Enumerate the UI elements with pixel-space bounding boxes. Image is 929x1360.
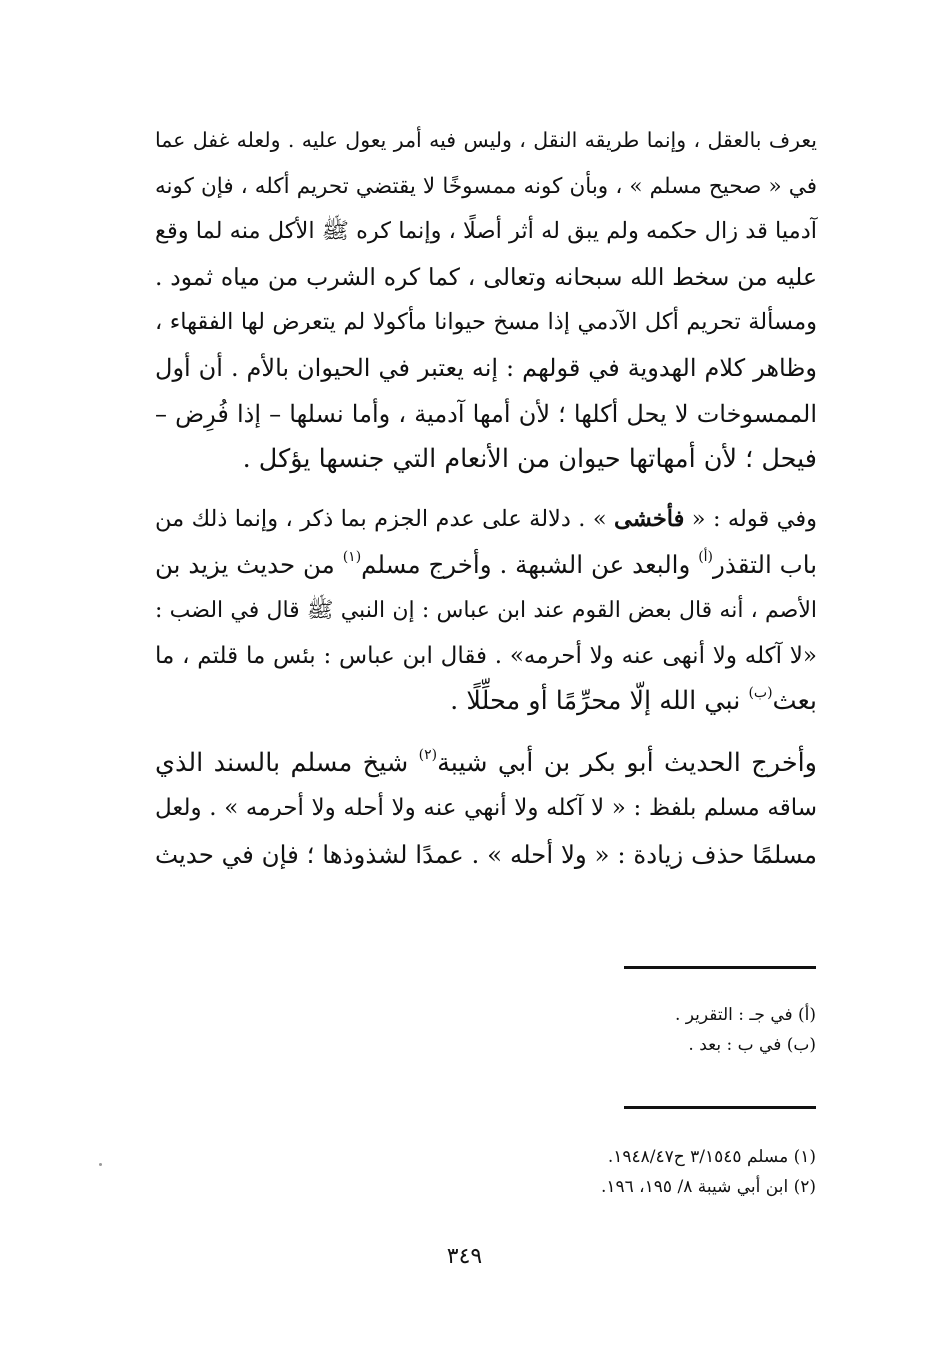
footnote-1: (١) مسلم ٣/١٥٤٥ ح١٩٤٨/٤٧. <box>607 1147 816 1167</box>
bold-term: فأخشى <box>614 505 685 532</box>
text-segment: بعث <box>772 686 817 717</box>
numbered-footnotes <box>416 1142 816 1202</box>
text-line <box>155 542 817 588</box>
paragraph-2 <box>155 497 817 725</box>
text-line: آدميا قد زال حكمه ولم يبق له أثر أصلًا ، وإنما كره ﷺ الأكل منه لما وقع <box>155 218 817 245</box>
main-text <box>155 118 817 878</box>
text-line: «لا آكله ولا أنهى عنه ولا أحرمه» . فقال ابن عباس : بئس ما قلتم ، ما <box>155 642 817 669</box>
text-segment: نبي الله إلّا محرِّمًا أو محلِّلًا . <box>450 686 749 717</box>
text-line: الممسوخات لا يحل أكلها ؛ لأن أمها آدمية ، وأما نسلها – إذا فُرِض – <box>155 399 817 428</box>
text-line: في « صحيح مسلم » ، وبأن كونه ممسوخًا لا يقتضي تحريم أكله ، فإن كونه <box>155 173 817 199</box>
text-segment: من حديث يزيد بن <box>155 550 343 580</box>
text-line: يعرف بالعقل ، وإنما طريقه النقل ، وليس فيه أمر يعول عليه . ولعله غفل عما <box>155 128 817 152</box>
text-line: ومسألة تحريم أكل الآدمي إذا مسخ حيوانا مأكولا لم يتعرض لها الفقهاء ، <box>155 309 817 336</box>
text-segment: باب التقذر <box>713 550 818 580</box>
text-line: فيحل ؛ لأن أمهاتها حيوان من الأنعام التي جنسها يؤكل . <box>242 444 817 475</box>
text-segment: شيخ مسلم بالسند الذي <box>155 747 419 778</box>
text-line: وظاهر كلام الهدوية في قولهم : إنه يعتبر في الحيوان بالأم . أن أول <box>155 353 817 382</box>
footnote-a: (أ) في جـ : التقرير . <box>674 1005 816 1025</box>
footnote-divider <box>624 1106 816 1109</box>
footnote-ref-a: (أ) <box>698 549 714 566</box>
text-segment: وأخرج الحديث أبو بكر بن أبي شيبة <box>437 747 817 778</box>
text-segment: » . دلالة على عدم الجزم بما ذكر ، وإنما ذلك من <box>155 505 615 532</box>
paragraph-1 <box>155 118 817 483</box>
footnote-ref-1: (١) <box>342 549 362 566</box>
footnote-b: (ب) في ب : بعد . <box>688 1035 816 1055</box>
text-line <box>155 497 817 543</box>
text-line <box>155 679 817 725</box>
footnote-2: (٢) ابن أبي شيبة ٨/ ١٩٥، ١٩٦. <box>600 1177 816 1197</box>
text-line: مسلمًا حذف زيادة : « ولا أحله » . عمدًا لشذوذها ؛ فإن في حديث <box>155 839 817 869</box>
text-segment: والبعد عن الشبهة . وأخرج مسلم <box>361 550 699 580</box>
text-line: ساقه مسلم بلفظ : « لا آكله ولا أنهي عنه ولا أحله ولا أحرمه » . ولعل <box>155 795 817 822</box>
footnote-divider <box>624 966 816 969</box>
paragraph-3 <box>155 741 817 878</box>
text-segment: وفي قوله : « <box>684 505 817 532</box>
footnote-ref-2: (٢) <box>418 746 438 763</box>
text-line <box>155 741 817 787</box>
text-line: الأصم ، أنه قال بعض القوم عند ابن عباس : إن النبي ﷺ قال في الضب : <box>155 597 817 623</box>
page-number: ٣٤٩ <box>446 1244 483 1269</box>
footnote-ref-b: (ب) <box>748 685 773 702</box>
letter-footnotes <box>416 1000 816 1060</box>
text-line: عليه من سخط الله سبحانه وتعالى ، كما كره الشرب من مياه ثمود . <box>155 262 817 291</box>
scan-speck <box>99 1163 102 1166</box>
